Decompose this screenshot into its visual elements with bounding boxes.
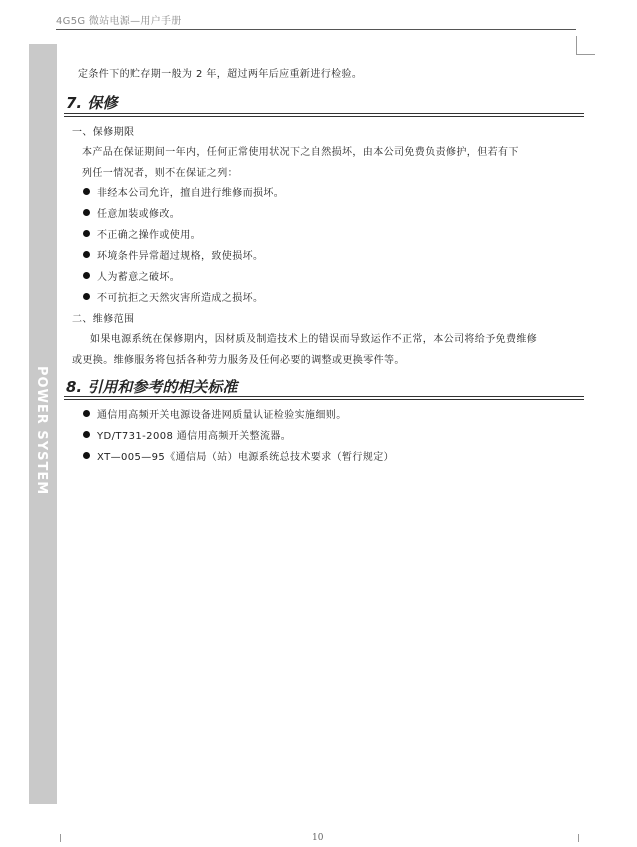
- list-item-text: 不正确之操作或使用。: [97, 230, 201, 241]
- bullet-icon: [83, 293, 90, 300]
- header-rule: [56, 29, 576, 30]
- repair-para-line-1: 如果电源系统在保修期内，因材质及制造技术上的错误而导致运作不正常，本公司将给予免费维修: [90, 334, 538, 345]
- bullet-icon: [83, 272, 90, 279]
- list-item-text: 环境条件异常超过规格，致使损坏。: [97, 251, 264, 262]
- section-8-title: 8. 引用和参考的相关标准: [66, 378, 238, 396]
- list-item-text: 通信用高频开关电源设备进网质量认证检验实施细则。: [97, 410, 347, 421]
- page-number: 10: [312, 833, 324, 843]
- bullet-icon: [83, 230, 90, 237]
- warranty-period-heading: 一、保修期限: [72, 127, 135, 138]
- repair-scope-heading: 二、维修范围: [72, 314, 135, 325]
- sidebar-vertical-text: POWER SYSTEM: [34, 366, 49, 496]
- header-title: 4G5G 微站电源—用户手册: [56, 16, 182, 27]
- bullet-icon: [83, 188, 90, 195]
- repair-para-line-2: 或更换。维修服务将包括各种劳力服务及任何必要的调整或更换零件等。: [72, 355, 405, 366]
- bullet-icon: [83, 209, 90, 216]
- footer-crop-mark-left: [60, 834, 61, 842]
- corner-crop-mark: [576, 36, 595, 55]
- bullet-icon: [83, 251, 90, 258]
- list-item-text: XT—005—95《通信局（站）电源系统总技术要求（暂行规定）: [97, 452, 394, 463]
- intro-line: 定条件下的贮存期一般为 2 年，超过两年后应重新进行检验。: [78, 69, 363, 80]
- warranty-para-line-1: 本产品在保证期间一年内，任何正常使用状况下之自然损坏，由本公司免费负责修护，但若有下: [82, 147, 519, 158]
- bullet-icon: [83, 452, 90, 459]
- list-item-text: 任意加装或修改。: [97, 209, 181, 220]
- footer-crop-mark-right: [578, 834, 579, 842]
- bullet-icon: [83, 410, 90, 417]
- bullet-icon: [83, 431, 90, 438]
- section-7-rule: [64, 113, 584, 117]
- list-item-text: 不可抗拒之天然灾害所造成之损坏。: [97, 293, 264, 304]
- warranty-para-line-2: 列任一情况者，则不在保证之列：: [82, 168, 238, 179]
- list-item-text: 人为蓄意之破坏。: [97, 272, 181, 283]
- section-8-rule: [64, 396, 584, 400]
- section-7-title: 7. 保修: [66, 94, 118, 112]
- list-item-text: YD/T731-2008 通信用高频开关整流器。: [97, 431, 292, 442]
- list-item-text: 非经本公司允许，擅自进行维修而损坏。: [97, 188, 285, 199]
